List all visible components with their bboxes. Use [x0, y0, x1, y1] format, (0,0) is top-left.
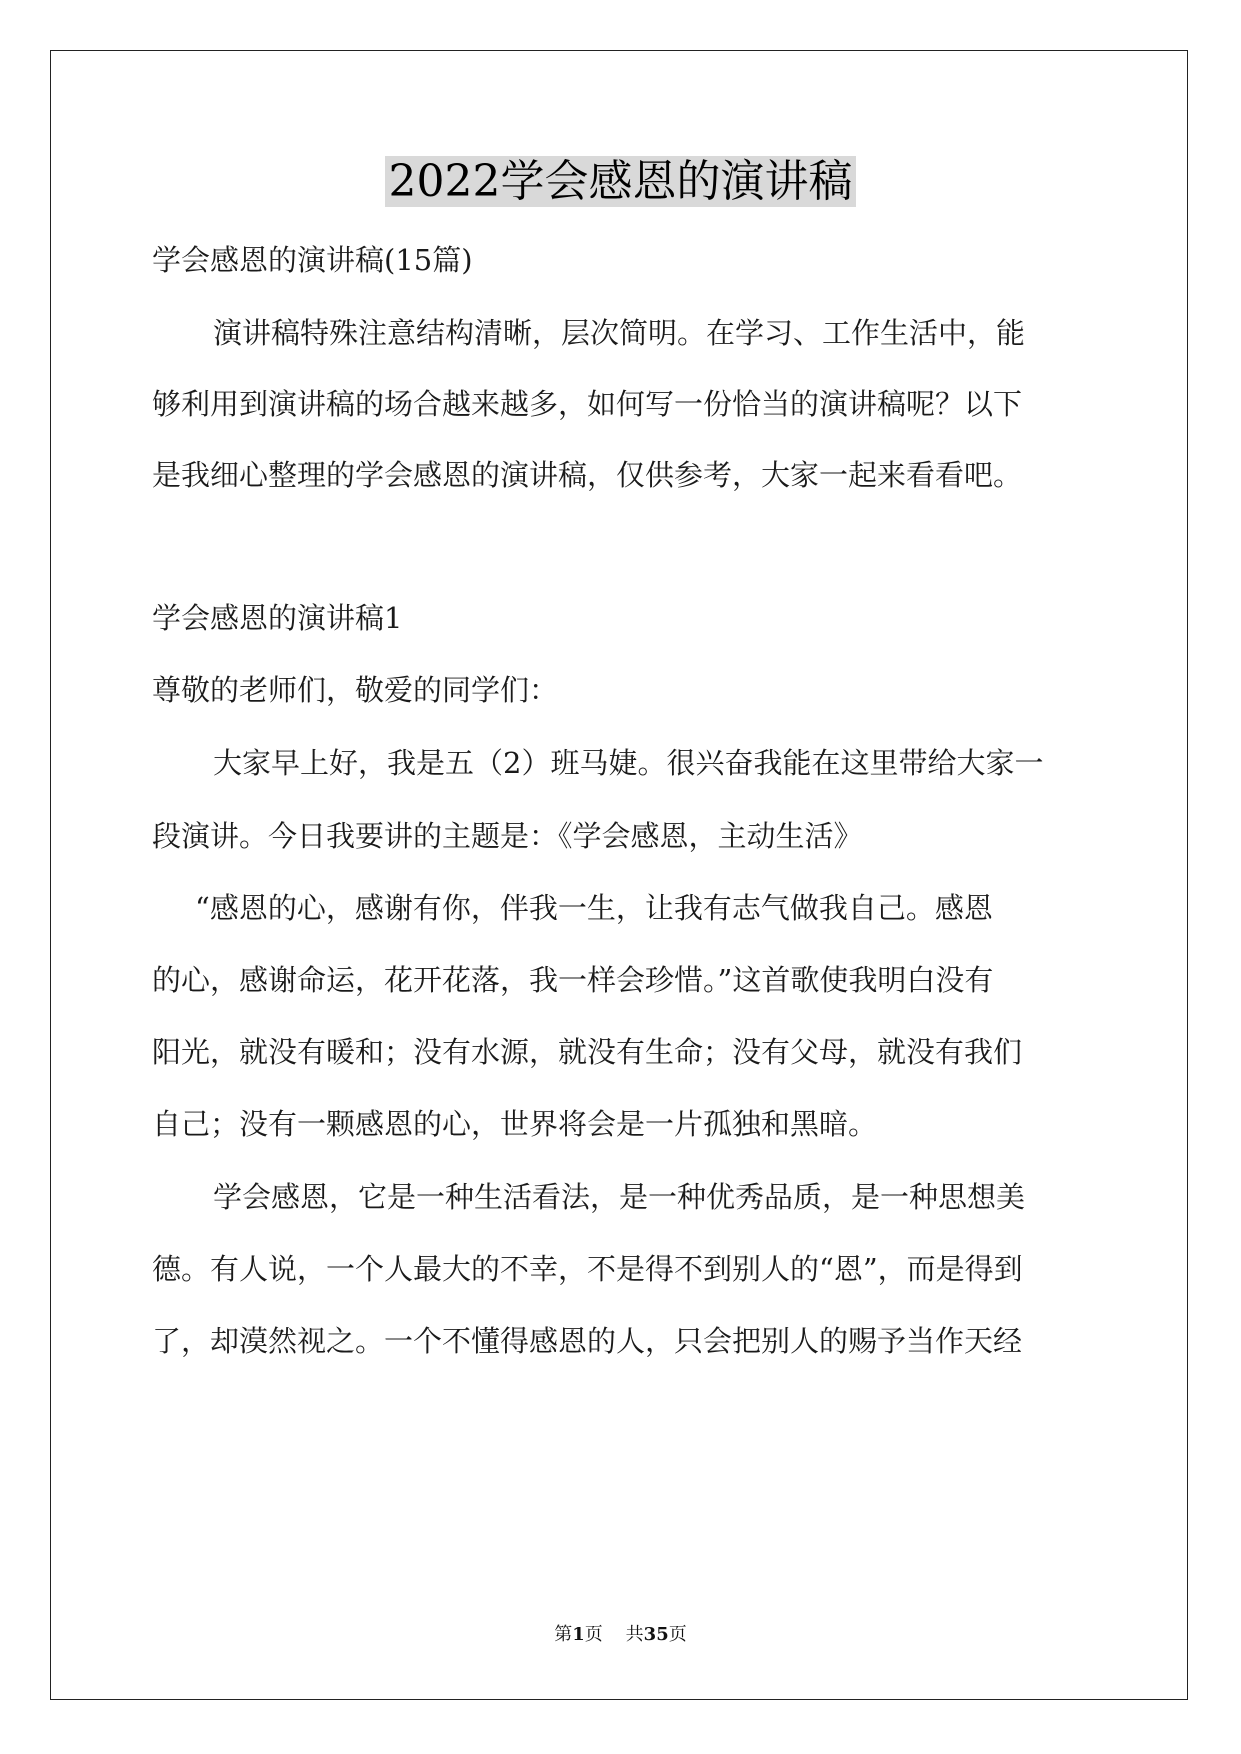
salutation: 尊敬的老师们，敬爱的同学们：: [152, 673, 559, 707]
paragraph-line: 的心，感谢命运，花开花落，我一样会珍惜。”这首歌使我明白没有: [152, 963, 994, 997]
paragraph-line: 阳光，就没有暖和；没有水源，就没有生命；没有父母，就没有我们: [152, 1035, 1023, 1069]
page-number: 1: [572, 1624, 585, 1645]
page-footer: [0, 1620, 1241, 1646]
paragraph-line: 演讲稿特殊注意结构清晰，层次简明。在学习、工作生活中，能: [213, 316, 1026, 350]
document-subtitle: 学会感恩的演讲稿(15篇): [152, 243, 473, 277]
total-prefix: 共: [625, 1624, 644, 1645]
page-prefix: 第: [554, 1624, 573, 1645]
paragraph-line: “感恩的心，感谢有你，伴我一生，让我有志气做我自己。感恩: [195, 891, 993, 925]
document-title-text: 2022学会感恩的演讲稿: [385, 156, 857, 207]
paragraph-line: 学会感恩，它是一种生活看法，是一种优秀品质，是一种思想美: [213, 1180, 1026, 1214]
page-suffix: 页: [584, 1624, 603, 1645]
paragraph-line: 自己；没有一颗感恩的心，世界将会是一片孤独和黑暗。: [152, 1107, 878, 1141]
paragraph-line: 是我细心整理的学会感恩的演讲稿，仅供参考，大家一起来看看吧。: [152, 458, 1023, 492]
paragraph-line: 大家早上好，我是五（2）班马婕。很兴奋我能在这里带给大家一: [213, 746, 1044, 780]
document-title: [0, 150, 1241, 214]
paragraph-line: 够利用到演讲稿的场合越来越多，如何写一份恰当的演讲稿呢？以下: [152, 387, 1023, 421]
paragraph-line: 段演讲。今日我要讲的主题是：《学会感恩，主动生活》: [152, 819, 863, 853]
total-suffix: 页: [668, 1624, 687, 1645]
section-heading: 学会感恩的演讲稿1: [152, 601, 403, 635]
paragraph-line: 了，却漠然视之。一个不懂得感恩的人，只会把别人的赐予当作天经: [152, 1324, 1023, 1358]
total-pages: 35: [643, 1624, 669, 1645]
paragraph-line: 德。有人说，一个人最大的不幸，不是得不到别人的“恩”，而是得到: [152, 1252, 1023, 1286]
page-border: [50, 50, 1188, 1700]
